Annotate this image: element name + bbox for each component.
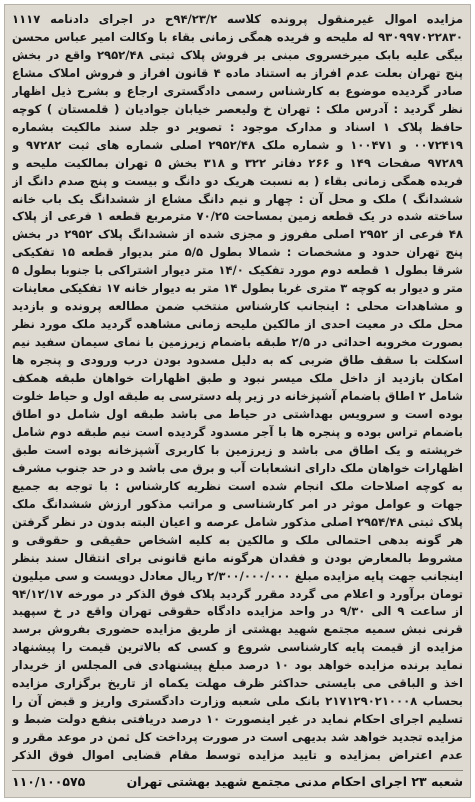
- notice-body: [12, 11, 463, 767]
- notice-reference-number: ۱۱۰/۱۰۰۵۷۵: [12, 773, 86, 789]
- issuing-office-signature: شعبه ۲۳ اجرای احکام مدنی مجتمع شهید بهشتی تهران: [126, 773, 463, 789]
- notice-footer: [12, 770, 463, 791]
- auction-notice-text: مزایده اموال غیرمنقول پرونده کلاسه ۹۴/۲۳/۲ح در اجرای دادنامه ۱۱۱۷ ۹۳۰۹۹۷۰۲۲۸۳۰ له ملیحه و فریده همگی زمانی بقاء با وکالت امیر عباس محسن بیگی علیه بابک میرخسروی مبنی بر فروش پلاک ثبتی ۲۹۵۲/۴۸ واقع در بخش پنج تهران بعلت عدم افراز به استناد ماده ۴ قانون افراز و فروش املاک مشاع صادر گردیده موضوع به کارشناس رسمی دادگستری ارجاع و بشرح ذیل اظهار نظر گردید : آدرس ملک : تهران خ ولیعصر خیابان جوادیان ( قلمستان ) کوچه حافظ پلاک ۱ اسناد و مدارک موجود : تصویر دو جلد سند مالکیت بشماره ۰۰۷۲۴۱۹ و ۱۰۰۴۷۱ و شماره ملک ۲۹۵۲/۴۸ اصلی شماره های ثبت ۹۷۲۸۲ و ۹۷۲۸۹ صفحات ۱۴۹ و ۲۶۶ دفاتر ۳۲۲ و ۳۱۸ بخش ۵ تهران بمالکیت ملیحه و فریده همگی زمانی بقاء ( به نسبت هریک دو دانگ و بیست و پنج صدم دانگ از ششدانگ ) ملک و محل آن : چهار و نیم دانگ مشاع از ششدانگ یک باب خانه ساخته شده در یک قطعه زمین بمساحت ۷۰/۲۵ مترمربع قطعه ۱ فرعی از پلاک ۴۸ فرعی از ۲۹۵۲ اصلی مفروز و مجزی شده از ششدانگ پلاک ۲۹۵۲ در بخش پنج تهران حدود و مشخصات : شمالا بطول ۵/۵ متر بدیوار قطعه ۱۵ تفکیکی شرقا بطول ۱ قطعه دوم مورد تفکیک ۱۴/۰ متر دیوار اشتراکی با جنوبا بطول ۵ متر و دیوار به کوچه ۳ متری غربا بطول ۱۴ متر به دیوار خانه ۱۷ تفکیکی معاینات و مشاهدات محلی : اینجانب کارشناس منتخب ضمن مطالعه پرونده و بازدید محل ملک در معیت احدی از مالکین ملیحه زمانی مشاهده گردید ملک مورد نظر بصورت مخروبه احداثی در ۲/۵ طبقه باضمام زیرزمین با نمای سیمان سفید نیم اسکلت با سقف طاق ضربی که به دلیل مسدود بودن درب ورودی و پنجره ها امکان بازدید از داخل ملک میسر نبود و طبق اظهارات خواهان طبقه همکف شامل ۲ اطاق باضمام آشپزخانه در زیر پله دسترسی به طبقه اول و حیاط خلوت بوده است و سرویس بهداشتی در حیاط می باشد طبقه اول شامل دو اطاق باضمام تراس بوده و پنجره ها با آجر مسدود گردیده است نیم طبقه دوم شامل خرپشته و یک اطاق می باشد و زیرزمین با کاربری آشپزخانه بوده است طبق اظهارات خواهان ملک دارای انشعابات آب و برق می باشد و در حد جنوب مشرف به کوچه اصلاحات ملک انجام شده است نظریه کارشناس : با توجه به جمیع جهات و عوامل موثر در امر کارشناسی و مراتب مذکور ارزش ششدانگ ملک پلاک ثبتی ۲۹۵۴/۴۸ اصلی مذکور شامل عرصه و اعیان البته بدون در نظر گرفتن هر گونه بدهی احتمالی ملک و مالکین به کلیه اشخاص حقیقی و حقوقی و مشروط بالمعارض بودن و فقدان هرگونه مانع قانونی برای انتقال سند بنظر اینجانب جهت پایه مزایده مبلغ ۲/۳۰۰/۰۰۰/۰۰۰ ریال معادل دویست و سی میلیون تومان برآورد و اعلام می گردد مقرر گردید پلاک فوق الذکر در مورخه ۹۴/۱۲/۱۷ از ساعت ۹ الی ۹/۳۰ در واحد مزایده دادگاه حقوقی تهران واقع در خ سپهبد قرنی نبش سمیه مجتمع شهید بهشتی از طریق مزایده حضوری بفروش برسد مزایده از قیمت پایه کارشناسی شروع و کسی که بالاترین قیمت را پیشنهاد نماید برنده مزایده خواهد بود ۱۰ درصد مبلغ پیشنهادی فی المجلس از خریدار اخذ و الباقی می بایستی حداکثر ظرف مهلت یکماه از تاریخ برگزاری مزایده بحساب ۲۱۷۱۲۹۰۲۱۰۰۰۸ بانک ملی شعبه وزارت دادگستری واریز و قبض آن را تسلیم اجرای احکام نماید در غیر اینصورت ۱۰ درصد دریافتی بنفع دولت ضبط و مزایده تجدید خواهد شد بدیهی است در صورت پرداخت کل ثمن در موعد مقرر و عدم اعتراض بمزایده و تایید مزایده توسط مقام قضایی اموال فوق الذکر: [12, 12, 463, 763]
- newspaper-clipping: [4, 4, 471, 798]
